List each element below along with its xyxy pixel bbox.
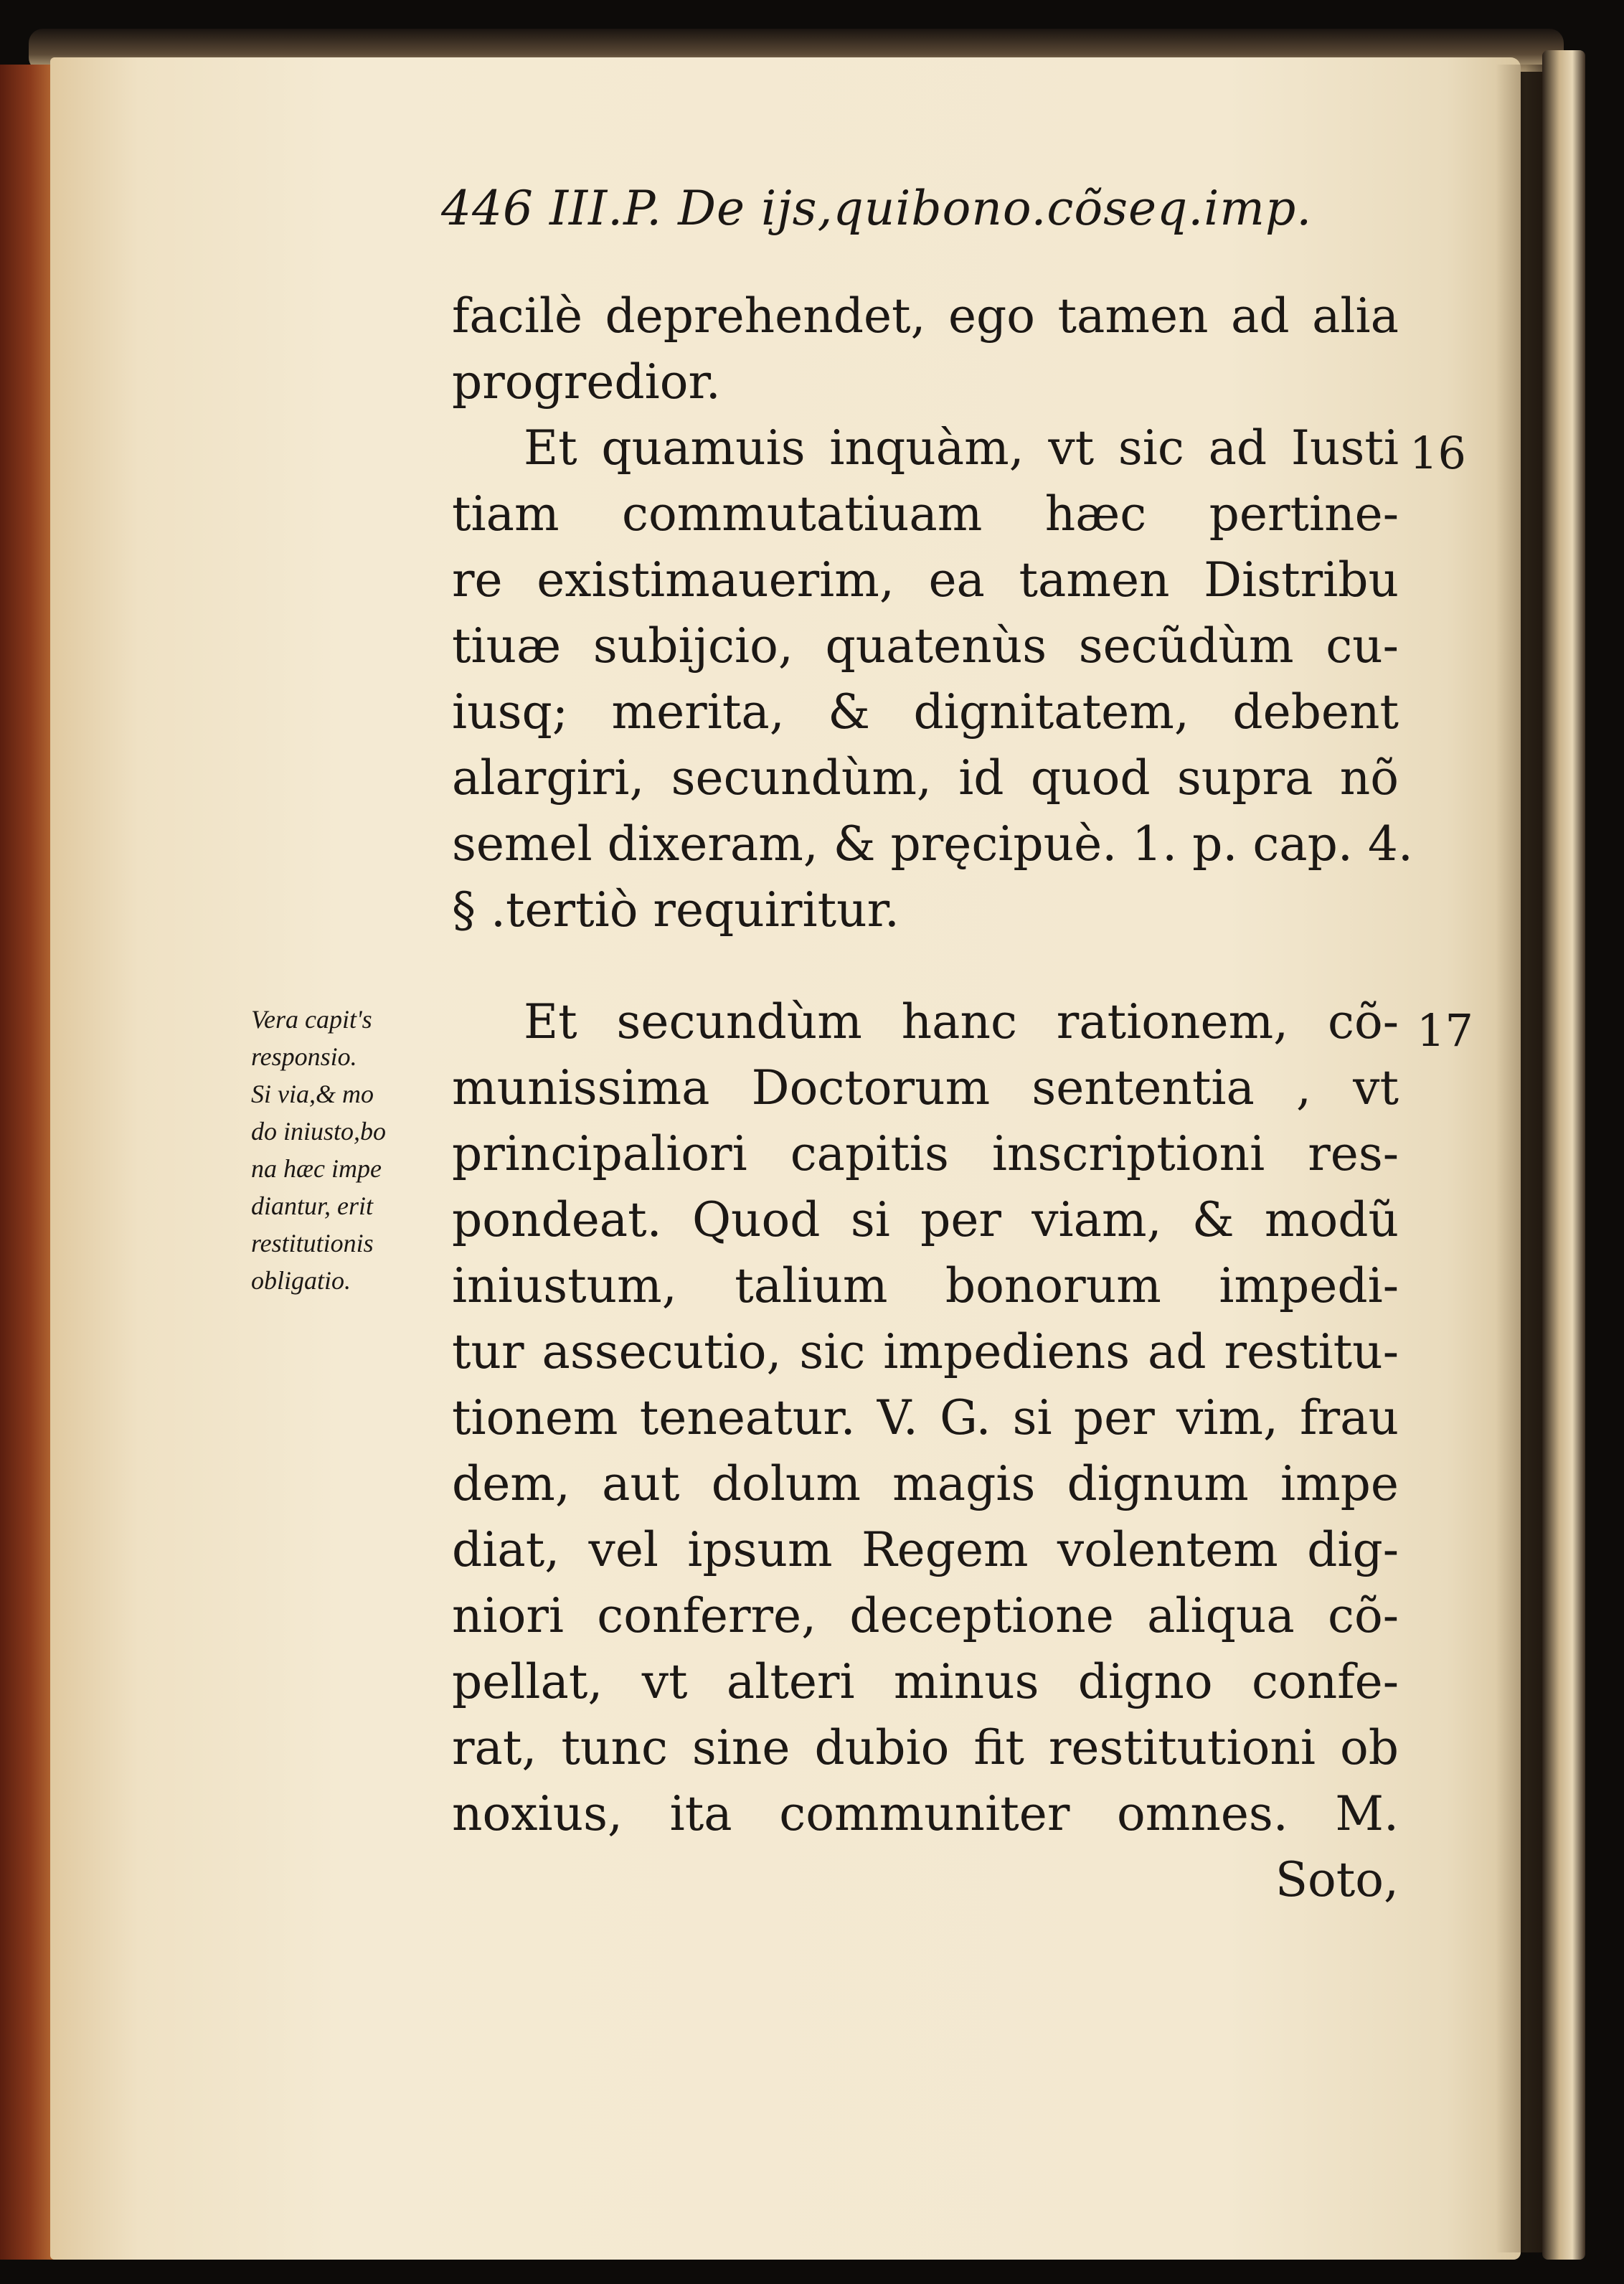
- text-line: Et secundùm hanc rationem, cõ-: [524, 994, 1399, 1049]
- text-line: noxius, ita communiter omnes. M.: [452, 1786, 1399, 1841]
- text-line: tiam commutatiuam hæc pertine-: [452, 486, 1399, 542]
- marginal-note: [251, 1001, 481, 1299]
- margin-note-line: obligatio.: [251, 1266, 351, 1295]
- text-line: progredior.: [452, 354, 721, 410]
- margin-note-line: do iniusto,bo: [251, 1117, 387, 1146]
- text-line: alargiri, secundùm, id quod supra nõ: [452, 750, 1399, 806]
- text-line: tiuæ subijcio, quatenùs secũdùm cu-: [452, 618, 1399, 674]
- text-line: pellat, vt alteri minus digno confe-: [452, 1654, 1399, 1709]
- margin-note-line: diantur, erit: [251, 1191, 374, 1220]
- text-line: rat, tunc sine dubio fit restitutioni ob: [452, 1720, 1399, 1775]
- margin-note-line: restitutionis: [251, 1229, 374, 1257]
- text-line: tur assecutio, sic impediens ad restitu-: [452, 1324, 1399, 1379]
- running-header: 446 III.P. De ijs,quibono.cõseq.imp.: [441, 181, 1313, 236]
- text-line: pondeat. Quod si per viam, & modũ: [452, 1192, 1399, 1247]
- text-line: diat, vel ipsum Regem volentem dig-: [452, 1522, 1399, 1577]
- facing-page-edge: [1542, 50, 1585, 2260]
- section-number-17: 17: [1417, 1004, 1473, 1057]
- book-gutter: [1496, 65, 1546, 2252]
- text-line: iusq; merita, & dignitatem, debent: [452, 684, 1399, 740]
- text-line: niori conferre, deceptione aliqua cõ-: [452, 1588, 1399, 1643]
- text-line: Et quamuis inquàm, vt sic ad Iusti: [524, 420, 1399, 476]
- text-line: munissima Doctorum sententia , vt: [452, 1060, 1399, 1115]
- text-line: dem, aut dolum magis dignum impe: [452, 1456, 1399, 1511]
- margin-note-line: na hæc impe: [251, 1154, 382, 1183]
- text-line: semel dixeram, & pręcipuè. 1. p. cap. 4.: [452, 816, 1413, 872]
- text-line: principaliori capitis inscriptioni res-: [452, 1126, 1399, 1181]
- margin-note-line: responsio.: [251, 1042, 357, 1071]
- text-line: iniustum, talium bonorum impedi-: [452, 1258, 1399, 1313]
- margin-note-line: Vera capit's: [251, 1005, 372, 1034]
- margin-note-line: Si via,& mo: [251, 1080, 374, 1108]
- text-line: § .tertiò requiritur.: [452, 882, 900, 938]
- catchword: Soto,: [1275, 1852, 1399, 1907]
- text-line: re existimauerim, ea tamen Distribu: [452, 552, 1399, 608]
- text-line: facilè deprehendet, ego tamen ad alia: [452, 288, 1399, 344]
- section-number-16: 16: [1410, 427, 1466, 479]
- text-line: tionem teneatur. V. G. si per vim, frau: [452, 1390, 1399, 1445]
